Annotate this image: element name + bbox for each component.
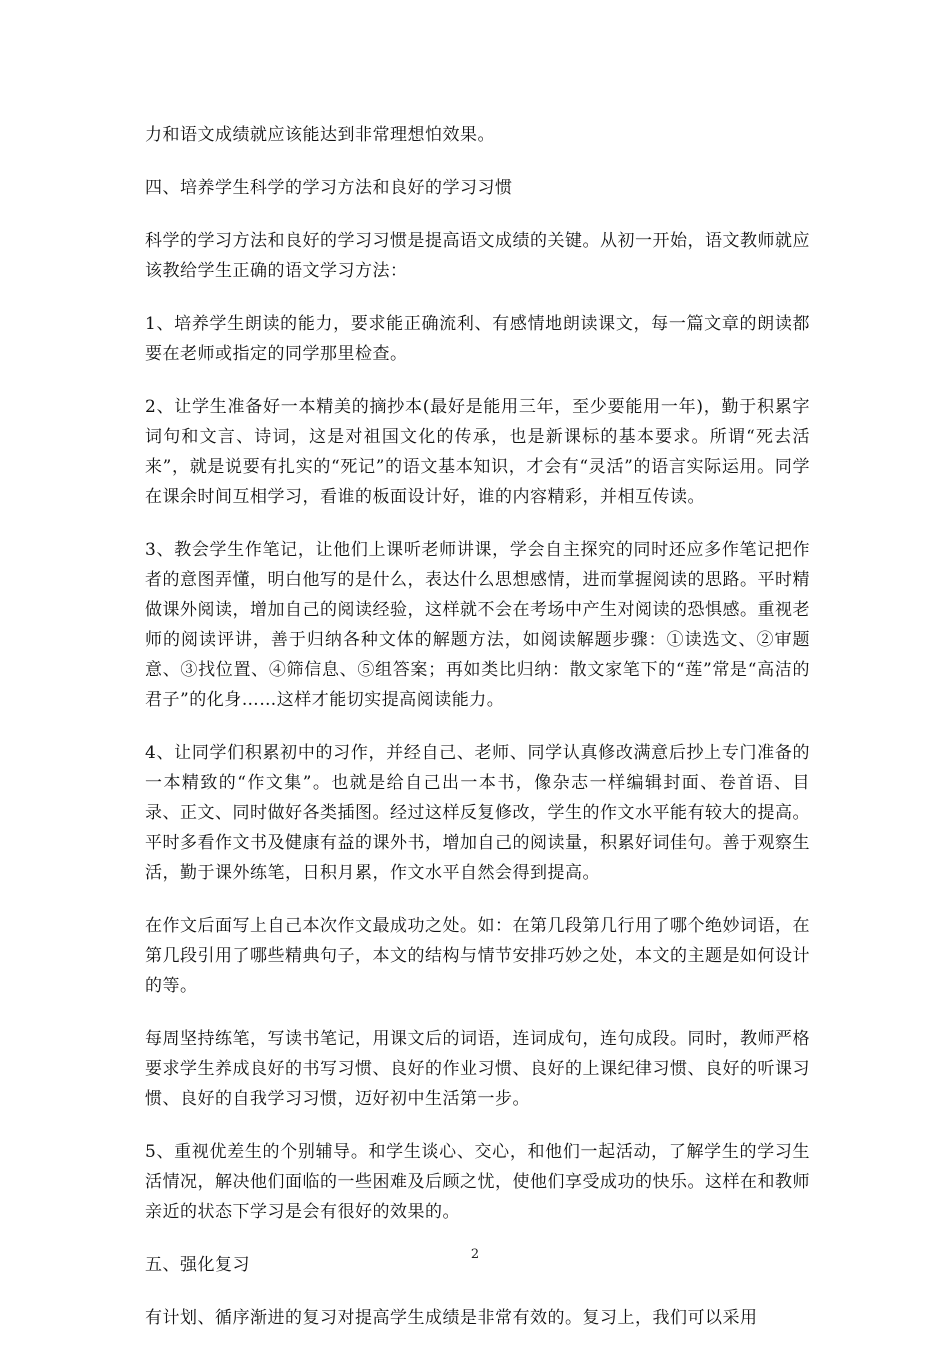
paragraph-item-4: 4、让同学们积累初中的习作，并经自己、老师、同学认真修改满意后抄上专门准备的一本精致的“作文集”。也就是给自己出一本书，像杂志一样编辑封面、卷首语、目录、正文、同时做好各类插图。经过这样反复修改，学生的作文水平能有较大的提高。平时多看作文书及健康有益的课外书，增加自己的阅读量，积累好词佳句。善于观察生活，勤于课外练笔，日积月累，作文水平自然会得到提高。 (145, 743, 810, 883)
section-heading-5: 五、强化复习 (145, 1255, 250, 1275)
paragraph-continuation: 力和语文成绩就应该能达到非常理想怕效果。 (145, 125, 495, 145)
paragraph-intro-methods: 科学的学习方法和良好的学习习惯是提高语文成绩的关键。从初一开始，语文教师就应该教给学生正确的语文学习方法： (145, 231, 810, 281)
paragraph-item-1: 1、培养学生朗读的能力，要求能正确流利、有感情地朗读课文，每一篇文章的朗读都要在老师或指定的同学那里检查。 (145, 314, 810, 364)
paragraph-weekly-practice: 每周坚持练笔，写读书笔记，用课文后的词语，连词成句，连句成段。同时，教师严格要求学生养成良好的书写习惯、良好的作业习惯、良好的上课纪律习惯、良好的听课习惯、良好的自我学习习惯，迈好初中生活第一步。 (145, 1029, 810, 1109)
paragraph-review-intro: 有计划、循序渐进的复习对提高学生成绩是非常有效的。复习上，我们可以采用 (145, 1308, 758, 1328)
section-heading-4: 四、培养学生科学的学习方法和良好的学习习惯 (145, 178, 513, 198)
paragraph-composition-notes: 在作文后面写上自己本次作文最成功之处。如：在第几段第几行用了哪个绝妙词语，在第几段引用了哪些精典句子，本文的结构与情节安排巧妙之处，本文的主题是如何设计的等。 (145, 916, 810, 996)
paragraph-item-5: 5、重视优差生的个别辅导。和学生谈心、交心，和他们一起活动，了解学生的学习生活情况，解决他们面临的一些困难及后顾之忧，使他们享受成功的快乐。这样在和教师亲近的状态下学习是会有很好的效果的。 (145, 1142, 810, 1222)
page-number: 2 (470, 1247, 480, 1262)
document-body (145, 120, 810, 1356)
paragraph-item-2: 2、让学生准备好一本精美的摘抄本(最好是能用三年，至少要能用一年)，勤于积累字词句和文言、诗词，这是对祖国文化的传承，也是新课标的基本要求。所谓“死去活来”，就是说要有扎实的“死记”的语文基本知识，才会有“灵活”的语言实际运用。同学在课余时间互相学习，看谁的板面设计好，谁的内容精彩，并相互传读。 (145, 397, 810, 507)
paragraph-item-3: 3、教会学生作笔记，让他们上课听老师讲课，学会自主探究的同时还应多作笔记把作者的意图弄懂，明白他写的是什么，表达什么思想感情，进而掌握阅读的思路。平时精做课外阅读，增加自己的阅读经验，这样就不会在考场中产生对阅读的恐惧感。重视老师的阅读评讲，善于归纳各种文体的解题方法，如阅读解题步骤：①读选文、②审题意、③找位置、④筛信息、⑤组答案；再如类比归纳：散文家笔下的“莲”常是“高洁的君子”的化身……这样才能切实提高阅读能力。 (145, 540, 810, 710)
